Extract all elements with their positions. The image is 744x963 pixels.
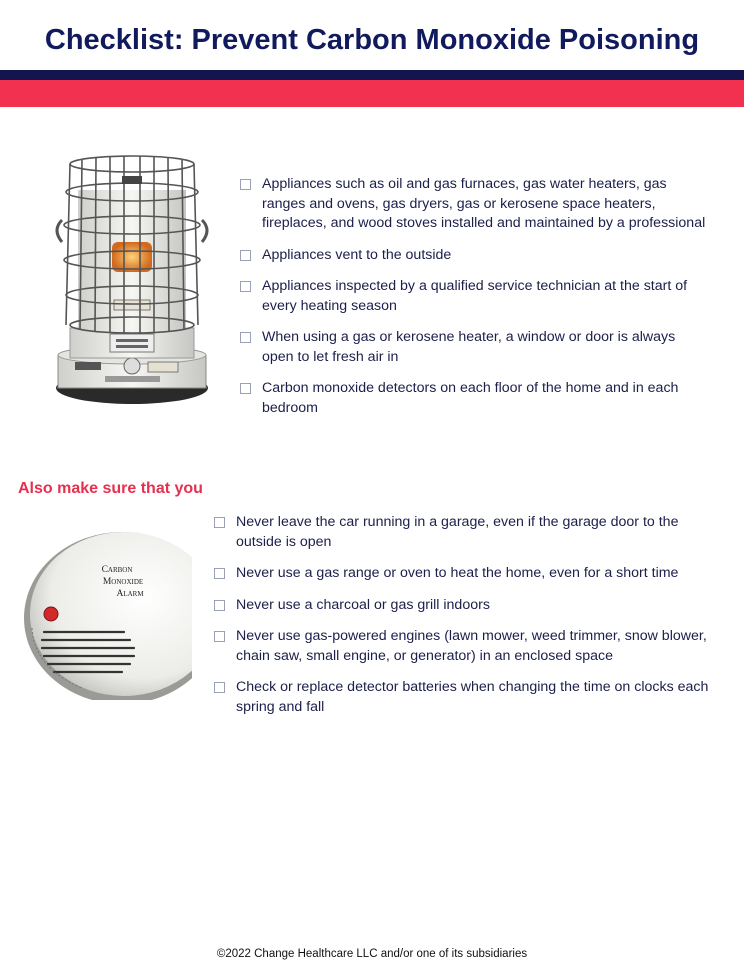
list-item: [214, 564, 710, 584]
list-item-text: Never use a charcoal or gas grill indoors: [236, 596, 490, 613]
copyright-footer: ©2022 Change Healthcare LLC and/or one of its subsidiaries: [216, 948, 528, 960]
list-item-text: Never use gas-powered engines (lawn mower, weed trimmer, snow blower, chain saw, small engine, or generator) in an enclosed space: [236, 628, 707, 664]
list-item: [240, 246, 710, 266]
list-item-text: Never leave the car running in a garage, even if the garage door to the outside is open: [236, 514, 679, 550]
alarm-label-line2: Monoxide: [102, 577, 144, 587]
list-item: [240, 277, 710, 316]
header-band-navy: [0, 70, 744, 80]
list-item-text: Appliances inspected by a qualified service technician at the start of every heating season: [262, 278, 688, 314]
list-item-text: When using a gas or kerosene heater, a window or door is always open to let fresh air in: [262, 329, 676, 365]
checkbox[interactable]: [214, 600, 225, 611]
checklist-appliances: [240, 175, 710, 430]
checkbox[interactable]: [214, 682, 225, 693]
checkbox[interactable]: [240, 250, 251, 261]
checkbox[interactable]: [214, 631, 225, 642]
header-band-red: [0, 80, 744, 107]
co-alarm-image: [22, 528, 192, 700]
list-item: [214, 678, 710, 717]
checkbox[interactable]: [214, 568, 225, 579]
list-item-text: Carbon monoxide detectors on each floor of the home and in each bedroom: [262, 380, 679, 416]
alarm-label-line1: Carbon: [101, 565, 133, 575]
checkbox[interactable]: [240, 332, 251, 343]
checkbox[interactable]: [240, 281, 251, 292]
list-item-text: Appliances vent to the outside: [262, 246, 452, 263]
list-item-text: Never use a gas range or oven to heat the home, even for a short time: [236, 565, 679, 581]
checkbox[interactable]: [240, 179, 251, 190]
section-heading: Also make sure that you: [18, 480, 203, 497]
alarm-label-line3: Alarm: [116, 589, 144, 599]
list-item: [214, 596, 710, 616]
checkbox[interactable]: [240, 383, 251, 394]
checkbox[interactable]: [214, 517, 225, 528]
list-item: [240, 379, 710, 418]
list-item: [240, 175, 710, 234]
page-title: Checklist: Prevent Carbon Monoxide Poisoning: [44, 24, 700, 56]
list-item: [214, 627, 710, 666]
list-item: [214, 513, 710, 552]
list-item-text: Check or replace detector batteries when changing the time on clocks each spring and fall: [236, 679, 709, 715]
list-item: [240, 328, 710, 367]
kerosene-heater-image: [50, 150, 215, 415]
checklist-also: [214, 513, 710, 729]
list-item-text: Appliances such as oil and gas furnaces, gas water heaters, gas ranges and ovens, gas dryers, gas or kerosene space heaters, fireplaces, and wood stoves installed and maintained by a professional: [262, 176, 706, 231]
